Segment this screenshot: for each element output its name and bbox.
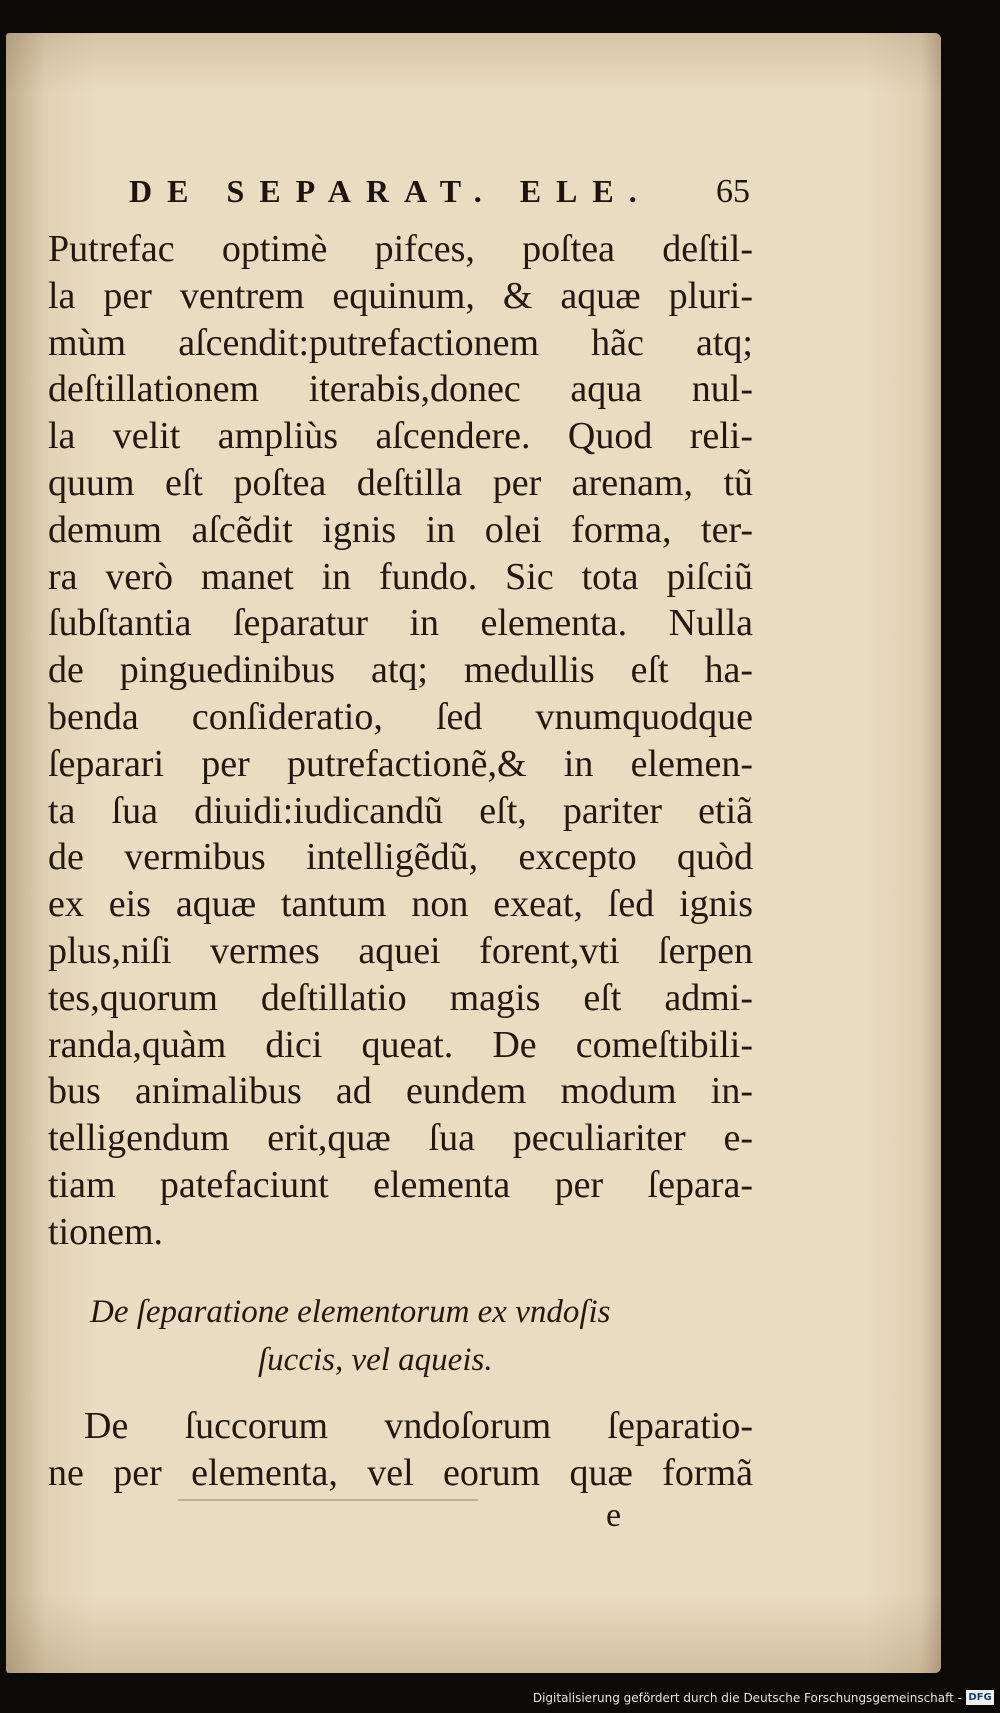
text-line: deſtillationem iterabis,donec aqua nul-	[48, 368, 753, 411]
section-heading	[90, 1288, 710, 1384]
text-line: telligendum erit,quæ ſua peculiariter e-	[48, 1117, 753, 1160]
text-line: ex eis aquæ tantum non exeat, ſed ignis	[48, 883, 753, 926]
catchword: e	[606, 1497, 622, 1534]
text-line: tes,quorum deſtillatio magis eſt admi-	[48, 976, 753, 1019]
text-line: mùm aſcendit:putrefactionem hãc atq;	[48, 321, 753, 364]
text-line: ſeparari per putrefactionẽ,& in elemen-	[48, 742, 753, 785]
text-line: bus animalibus ad eundem modum in-	[48, 1070, 753, 1113]
funding-credit: Digitalisierung gefördert durch die Deutsche Forschungsgemeinschaft -	[532, 1691, 962, 1705]
dfg-logo-icon: DFG	[966, 1690, 994, 1705]
text-line: ne per elementa, vel eorum quæ formã	[48, 1451, 753, 1494]
book-page	[6, 33, 941, 1673]
text-line: Putrefac optimè pifces, poſtea deſtil-	[48, 228, 753, 270]
text-line: plus,niſi vermes aquei forent,vti ſerpen	[48, 929, 753, 972]
page-header	[6, 133, 941, 210]
text-line: de pinguedinibus atq; medullis eſt ha-	[48, 649, 753, 692]
text-line: benda conſideratio, ſed vnumquodque	[48, 695, 753, 738]
text-line: ra verò manet in fundo. Sic tota piſciũ	[48, 555, 753, 598]
text-line: quum eſt poſtea deſtilla per arenam, tũ	[48, 461, 753, 504]
text-line: tionem.	[48, 1210, 164, 1253]
section-heading-line: De ſeparatione elementorum ex vndoſis	[90, 1294, 611, 1330]
text-line: de vermibus intelligẽdũ, excepto quòd	[48, 836, 753, 879]
text-line: randa,quàm dici queat. De comeſtibili-	[48, 1023, 753, 1066]
page-number: 65	[716, 173, 750, 210]
body-text-continued	[48, 1403, 753, 1497]
section-heading-line: ſuccis, vel aqueis.	[258, 1342, 493, 1378]
text-line: ta ſua diuidi:iudicandũ eſt, pariter etiã	[48, 789, 753, 832]
text-line: la velit ampliùs aſcendere. Quod reli-	[48, 415, 753, 458]
text-line: la per ventrem equinum, & aquæ pluri-	[48, 274, 753, 317]
text-line: ſubſtantia ſeparatur in elementa. Nulla	[48, 602, 753, 645]
show-through-line	[178, 1499, 478, 1501]
text-line: demum aſcẽdit ignis in olei forma, ter-	[48, 508, 753, 551]
text-line: De ſuccorum vndoſorum ſeparatio-	[84, 1405, 753, 1447]
digitization-footer	[0, 1683, 1000, 1713]
running-head: DE SEPARAT. ELE.	[129, 173, 652, 209]
text-line: tiam patefaciunt elementa per ſepara-	[48, 1163, 753, 1206]
body-text	[48, 226, 753, 1256]
